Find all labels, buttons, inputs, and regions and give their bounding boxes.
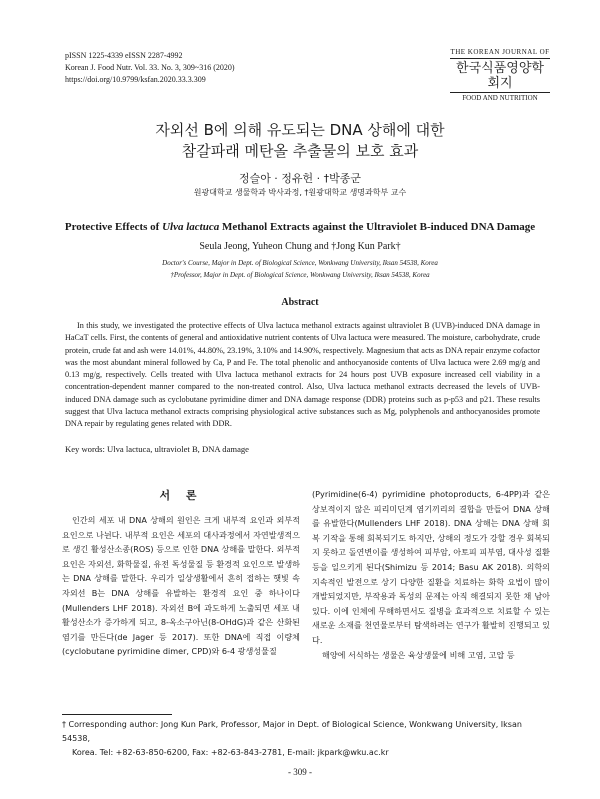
- english-affiliation-2: †Professor, Major in Dept. of Biological Science, Wonkwang University, Iksan 54538, Korea: [170, 271, 430, 279]
- abstract-heading: Abstract: [281, 297, 319, 308]
- english-affiliations: [60, 257, 540, 281]
- english-affiliation-1: Doctor's Course, Major in Dept. of Biological Science, Wonkwang University, Iksan 54538, Korea: [162, 259, 438, 267]
- korean-affiliation: 원광대학교 생물학과 박사과정, †원광대학교 생명과학부 교수: [193, 188, 407, 197]
- english-authors: Seula Jeong, Yuheon Chung and †Jong Kun Park†: [199, 241, 401, 252]
- issn-line: pISSN 1225-4339 eISSN 2287-4992: [65, 51, 183, 60]
- intro-right-column: [312, 487, 550, 662]
- intro-right-paragraph-2: 해양에 서식하는 생물은 육상생물에 비해 고염, 고압 등: [322, 649, 515, 660]
- footnote-line-2: Korea. Tel: +82-63-850-6200, Fax: +82-63-843-2781, E-mail: jkpark@wku.ac.kr: [72, 748, 389, 757]
- journal-logo: [450, 48, 550, 102]
- korean-title: [60, 120, 540, 162]
- journal-name-korean: 한국식품영양학회지: [456, 61, 544, 91]
- corresponding-author-footnote: [62, 718, 552, 760]
- english-title: [40, 221, 560, 233]
- intro-right-paragraph-1: (Pyrimidine(6-4) pyrimidine photoproducts, 6-4PP)과 같은 상보적이지 않은 피리미딘계 염기끼리의 결합을 만들어 DNA 상해를 유발한다(Mullenders LHF 2018). DNA 상해는 DNA 상해 회복 기작을 통해 회복되기도 하지만, 상해의 정도가 강할 경우 회복되지 못하고 돌연변이를 생성하여 피부암, 아토피 피부염, 대사성 질환 등을 일으키게 된다(Shimizu 등 2014; Basu AK 2018). 의학의 지속적인 발전으로 상기 다양한 질환을 치료하는 화학 요법이 많이 개발되었지만, 부작용과 독성의 문제는 아직 해결되지 못한 채 남아있다. 이에 인체에 무해하면서도 질병을 효과적으로 치료할 수 있는 새로운 소재를 천연물로부터 탐색하려는 연구가 활발히 진행되고 있다.: [312, 489, 550, 645]
- journal-name-bottom: FOOD AND NUTRITION: [450, 92, 550, 102]
- journal-name-top: THE KOREAN JOURNAL OF: [450, 48, 550, 59]
- footnote-line-1: † Corresponding author: Jong Kun Park, Professor, Major in Dept. of Biological Science, Wonkwang University, Iksan 54538,: [62, 720, 522, 743]
- doi-link[interactable]: https://doi.org/10.9799/ksfan.2020.33.3.309: [65, 75, 206, 84]
- citation-line: Korean J. Food Nutr. Vol. 33. No. 3, 309~316 (2020): [65, 63, 235, 72]
- intro-left-column: 인간의 세포 내 DNA 상해의 원인은 크게 내부적 요인과 외부적 요인으로 나뉜다. 내부적 요인은 세포의 대사과정에서 자연발생적으로 생긴 활성산소종(ROS) 등으로 인한 DNA 상해를 말한다. 외부적 요인은 자외선, 화학물질, 유전 독성물질 등 환경적 요인으로 발생하는 DNA 상해를 말한다. 우리가 일상생활에서 흔히 접하는 햇빛 속 자외선 B는 DNA 상해를 유발하는 환경적 요인 중 하나이다(Mullenders LHF 2018). 자외선 B에 과도하게 노출되면 세포 내 활성산소가 증가하게 되고, 8-옥소구아닌(8-OHdG)과 같은 산화된 염기를 만든다(de Jager 등 2017). 또한 DNA에 직접 이량체(cyclobutane pyrimidine dimer, CPD)와 6-4 광생성물질: [62, 515, 300, 657]
- section-heading-introduction: 서 론: [159, 489, 203, 502]
- footnote-divider: [62, 714, 172, 715]
- header-meta: [65, 50, 235, 86]
- korean-authors: 정슬아 · 정유헌 · †박종군: [238, 172, 362, 185]
- english-title-post: Methanol Extracts against the Ultraviolet B-induced DNA Damage: [219, 221, 536, 233]
- english-title-species: Ulva lactuca: [162, 221, 220, 233]
- korean-title-line2: 참갈파래 메탄올 추출물의 보호 효과: [181, 142, 419, 160]
- english-title-pre: Protective Effects of: [64, 221, 163, 233]
- page-number: - 309 -: [288, 767, 312, 777]
- keywords: Key words: Ulva lactuca, ultraviolet B, DNA damage: [65, 444, 249, 454]
- abstract-body: In this study, we investigated the protective effects of Ulva lactuca methanol extracts against ultraviolet B (UVB)-induced DNA damage in HaCaT cells. First, the contents of general and antioxidative nutrient contents of Ulva lactuca were measured. The moisture, carbohydrate, crude protein, crude fat and ash were 14.01%, 44.80%, 23.19%, 3.10% and 14.90%, respectively. Magnesium that acts as DNA repair enzyme cofactor was the most abundant mineral followed by Ca, P and Fe. The total phenolic and anthocyanoside contents of Ulva lactuca were 2.69 mg/g and 0.13 mg/g, respectively. Cells treated with Ulva lactuca methanol extracts for 24 hours post UVB exposure increased cell viability in a concentration-dependent manner compared to the non-treated control. Also, Ulva lactuca methanol extracts decreased the levels of UVB-induced DNA damage such as cyclobutane pyrimidine dimer and DNA damage response (DDR) proteins such as p-p53 and p21. These results suggest that Ulva lactuca methanol extracts comprising physiological active substances such as Mg, polyphenols and anthocyanosides promote DNA repair by regulating genes related with DDR.: [65, 321, 540, 429]
- korean-title-line1: 자외선 B에 의해 유도되는 DNA 상해에 대한: [155, 121, 445, 139]
